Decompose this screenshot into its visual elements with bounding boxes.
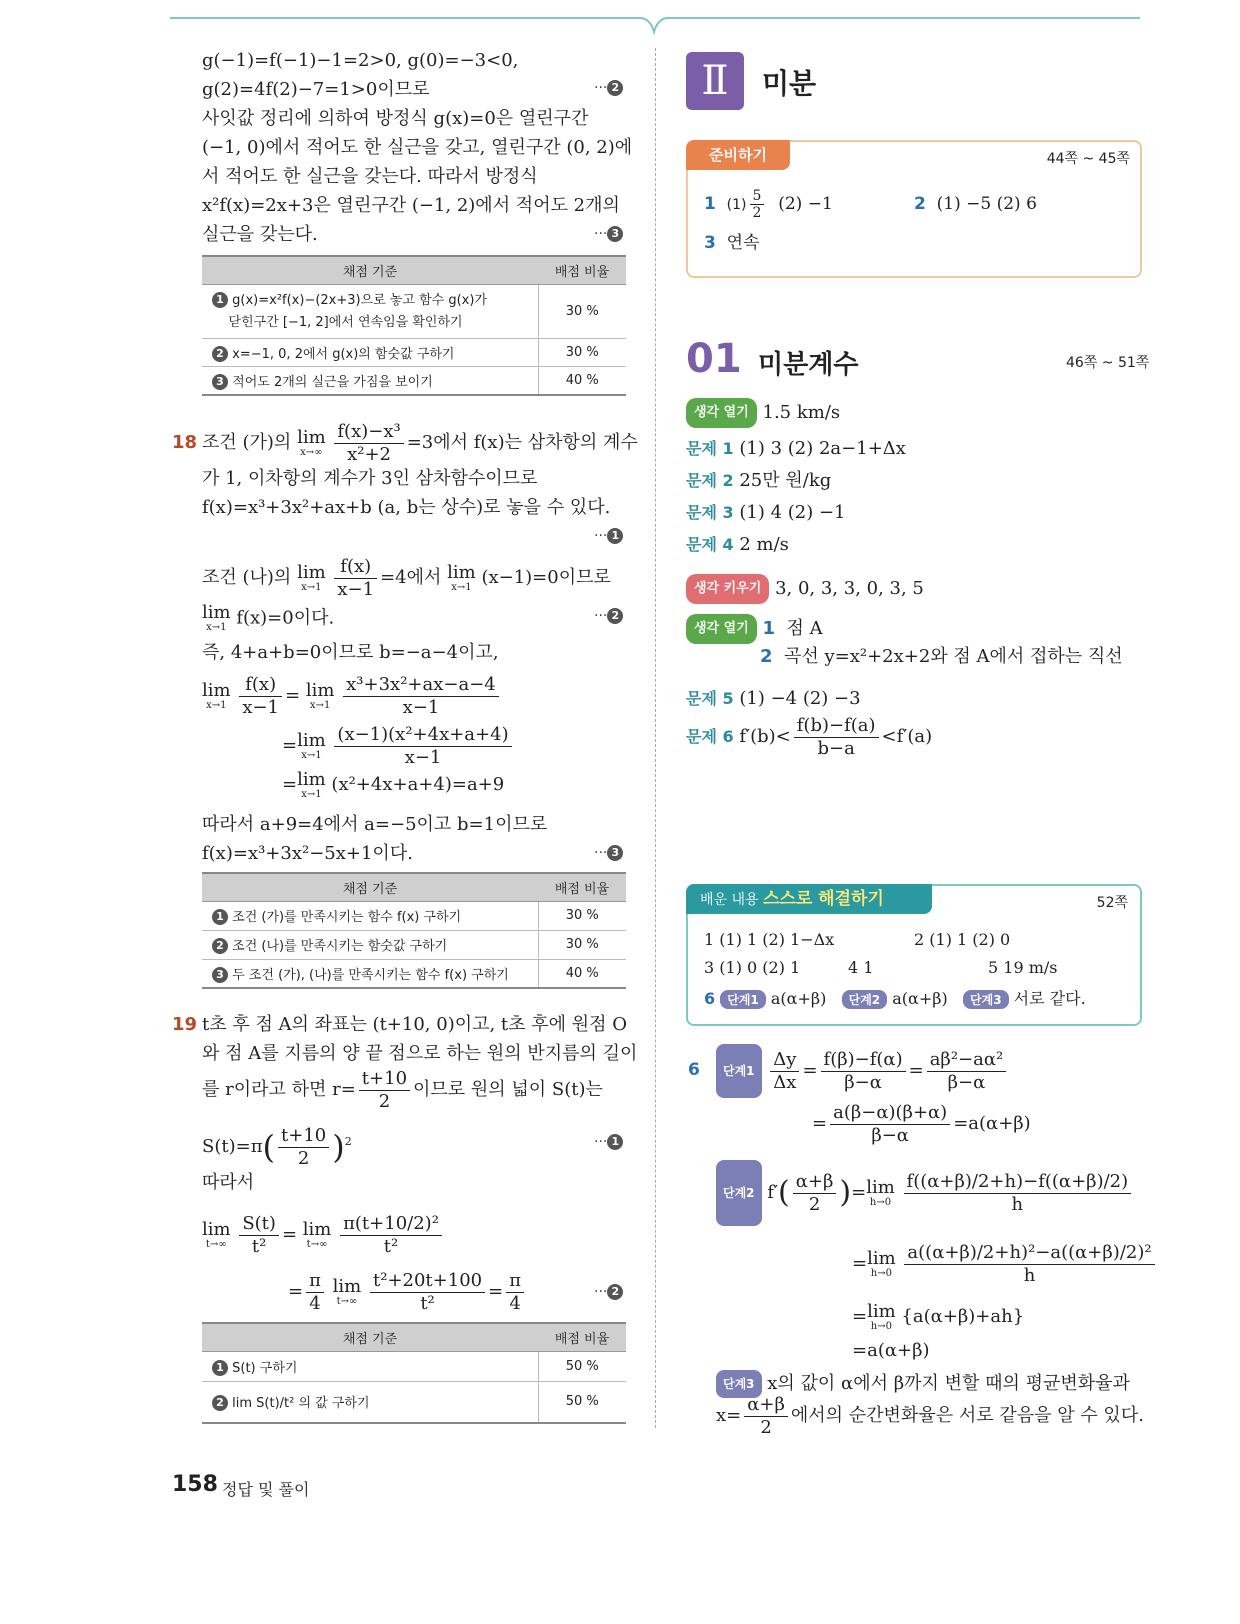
table-row: 3 적어도 2개의 실근을 가짐을 보이기 40 % — [202, 366, 626, 395]
table-row: 1 조건 (가)를 만족시키는 함수 f(x) 구하기 30 % — [202, 901, 626, 930]
equation-line: 단계1 $\frac{\Delta y}{\Delta x}$ = $\frac{f(\beta)-f(\alpha)}{\beta-\alpha}$ = $\frac{\text{aβ²−aα²}}{\beta-\alpha}$ — [716, 1044, 1009, 1098]
header-rule — [170, 8, 1140, 38]
step-marker: ··· 1 — [594, 528, 623, 544]
table-row: 2 lim S(t)/t² 의 값 구하기 50 % — [202, 1381, 626, 1423]
prep-box: 준비하기 44쪽 ~ 45쪽 1 (1) $\frac{5}{2}$ (2) −1 2 (1) −5 (2) 6 3 연속 — [686, 140, 1142, 278]
p17-line6: x²f(x)=2x+3은 열린구간 (−1, 2)에서 적어도 2개의 — [202, 195, 620, 216]
p18-line6: 즉, 4+a+b=0이므로 b=−a−4이고, — [202, 642, 499, 663]
table-row: 2 x=−1, 0, 2에서 g(x)의 함숫값 구하기 30 % — [202, 338, 626, 366]
p17-line5: 서 적어도 한 실근을 갖는다. 따라서 방정식 — [202, 166, 538, 187]
problem-label: 문제 2 — [686, 471, 734, 490]
equation-line: =lim h→0 {a(α+β)+ah} — [852, 1300, 1025, 1332]
p18-line2: 가 1, 이차항의 계수가 3인 삼차함수이므로 — [202, 468, 538, 489]
p17-line4: (−1, 0)에서 적어도 한 실근을 갖고, 열린구간 (0, 2)에 — [202, 137, 633, 158]
p18-line3: f(x)=x³+3x²+ax+b (a, b는 상수)로 놓을 수 있다. — [202, 497, 611, 518]
problem-number: 18 — [172, 432, 198, 453]
p17-line1: g(−1)=f(−1)−1=2>0, g(0)=−3<0, — [202, 50, 519, 71]
step-marker: ··· 2 — [594, 608, 623, 624]
problem-label: 문제 5 — [686, 689, 734, 708]
equation-line: =lim x→1 $\frac{\text{(x−1)(x²+4x+a+4)}}{x-1}$ — [282, 722, 515, 770]
p19-line5: 따라서 — [202, 1172, 255, 1193]
p17-line3: 사잇값 정리에 의하여 방정식 g(x)=0은 열린구간 — [202, 108, 589, 129]
col-ratio: 배점 비율 — [538, 256, 626, 284]
table-row: 1 S(t) 구하기 50 % — [202, 1351, 626, 1381]
p18-line8: f(x)=x³+3x²−5x+1이다. — [202, 843, 413, 864]
problem-label: 문제 1 — [686, 439, 734, 458]
problem-label: 문제 3 — [686, 503, 734, 522]
think-open-badge: 생각 열기 — [686, 614, 757, 644]
p19-line2: 와 점 A를 지름의 양 끝 점으로 하는 원의 반지름의 길이 — [202, 1043, 638, 1064]
equation-line: =lim h→0 $\frac{\text{a((α+β)/2+h)²−a((α+β)/2)²}}{h}$ — [852, 1232, 1158, 1296]
step-marker: ··· 3 — [594, 845, 623, 861]
equation-line: =lim x→1 (x²+4x+a+4)=a+9 — [282, 768, 505, 800]
equation-line: =a(α+β) — [852, 1340, 930, 1361]
self-check-tab: 배운 내용 스스로 해결하기 — [686, 884, 932, 914]
section-number: 01 — [686, 336, 742, 382]
self-check-box: 배운 내용 스스로 해결하기 52쪽 1 (1) 1 (2) 1−Δx 2 (1) 1 (2) 0 3 (1) 0 (2) 1 4 1 5 19 m/s 6 단계1 a(α+β) 단계2 a(α+β) 단계3 서로 같다. — [686, 884, 1142, 1026]
think-open-badge: 생각 열기 — [686, 398, 757, 428]
col-criteria: 채점 기준 — [202, 256, 538, 284]
grading-table-17 — [202, 255, 626, 396]
equation-line: = $\frac{a(\beta-\alpha)(\beta+\alpha)}{\beta-\alpha}$ =a(α+β) — [812, 1101, 1031, 1146]
step-marker: ··· 1 — [594, 1134, 623, 1150]
chapter-numeral: Ⅱ — [686, 52, 744, 110]
section-title: 미분계수 — [758, 350, 859, 380]
equation-line: 단계2 f′( $\frac{\alpha+\beta}{2}$ )=lim h→0 $\frac{f((\alpha+\beta)/2+h)-f((\alpha+\beta)/2)}{h}$ — [716, 1160, 1134, 1226]
limit-expr: lim x→∞ — [297, 426, 326, 458]
grading-table-18: 채점 기준 배점 비율 1 조건 (가)를 만족시키는 함수 f(x) 구하기 30 % 2 조건 (나)를 만족시키는 함숫값 구하기 30 % 3 두 조건 (가), (나)를 만족시키는 함수 f(x) 구하기 40 % — [202, 872, 626, 989]
problem-label: 문제 4 — [686, 535, 734, 554]
page-number: 158 — [172, 1472, 218, 1497]
footer-label: 정답 및 풀이 — [222, 1480, 310, 1499]
equation-line: = $\frac{\pi}{4}$ lim t→∞ $\frac{\text{t²+20t+100}}{\text{t²}}$ = $\frac{\pi}{4}$ — [288, 1268, 527, 1316]
p17-line7: 실근을 갖는다. — [202, 224, 318, 245]
equation-line: lim t→∞ $\frac{S(t)}{\text{t²}}$ = lim t→∞ $\frac{\text{π(t+10/2)²}}{\text{t²}}$ — [202, 1202, 445, 1268]
table-row: 3 두 조건 (가), (나)를 만족시키는 함수 f(x) 구하기 40 % — [202, 959, 626, 988]
problem-label: 문제 6 — [686, 727, 734, 746]
step-marker: ··· 2 — [594, 80, 623, 96]
fraction: $\frac{\text{f(x)−x³}}{\text{x²+2}}$ — [334, 421, 403, 466]
grading-table-19: 채점 기준 배점 비율 1 S(t) 구하기 50 % 2 lim S(t)/t² 의 값 구하기 50 % — [202, 1322, 626, 1424]
problem-number: 19 — [172, 1014, 198, 1035]
p17-line2: g(2)=4f(2)−7=1>0이므로 — [202, 79, 430, 100]
page-range: 44쪽 ~ 45쪽 — [1046, 151, 1130, 167]
page-range: 52쪽 — [1096, 895, 1128, 911]
page-range: 46쪽 ~ 51쪽 — [1066, 355, 1150, 371]
p19-line1: t초 후 점 A의 좌표는 (t+10, 0)이고, t초 후에 원점 O — [202, 1014, 628, 1035]
chapter-title: 미분 — [762, 67, 817, 100]
prep-tab: 준비하기 — [686, 140, 790, 170]
problem-number: 6 — [688, 1060, 700, 1080]
table-row: 2 조건 (나)를 만족시키는 함숫값 구하기 30 % — [202, 930, 626, 959]
p18-line7: 따라서 a+9=4에서 a=−5이고 b=1이므로 — [202, 814, 548, 835]
step-marker: ··· 2 — [594, 1284, 623, 1300]
column-divider — [655, 48, 656, 1428]
step-marker: ··· 3 — [594, 226, 623, 242]
equation-line: lim x→1 $\frac{f(x)}{x-1}$ = lim x→1 $\frac{\text{x³+3x²+ax−a−4}}{x-1}$ — [202, 672, 502, 720]
table-row: 1 g(x)=x²f(x)−(2x+3)으로 놓고 함수 g(x)가 닫힌구간 [−1, 2]에서 연속임을 확인하기 30 % — [202, 284, 626, 338]
think-grow-badge: 생각 키우기 — [686, 574, 769, 604]
